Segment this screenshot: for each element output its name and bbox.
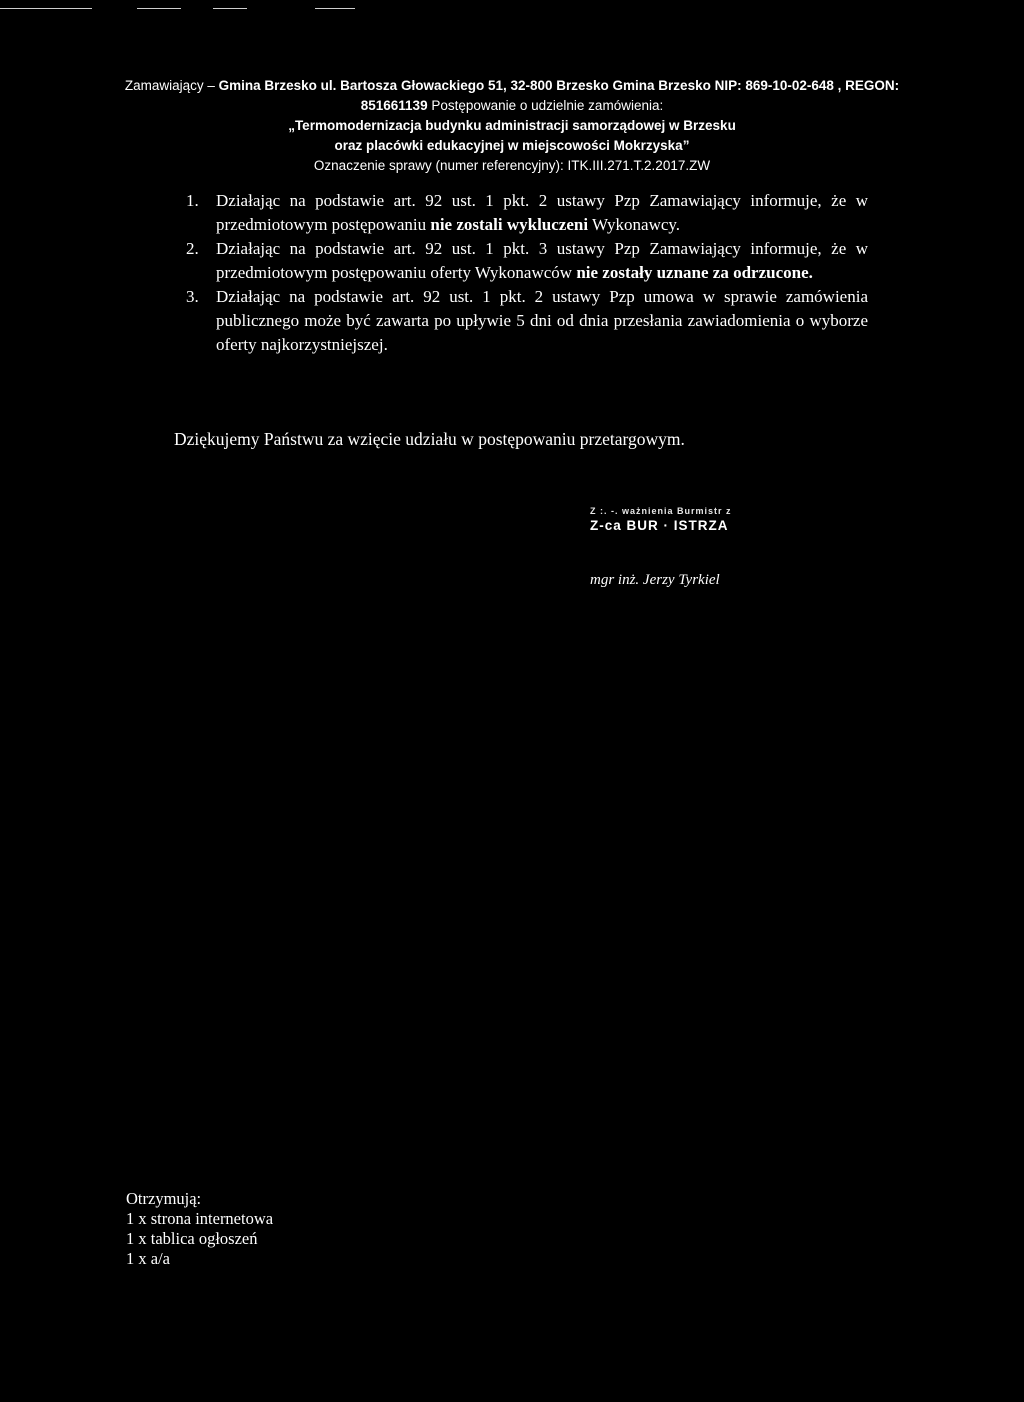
notice-item: 1. Działając na podstawie art. 92 ust. 1 pkt. 2 ustawy Pzp Zamawiający informuje, że w przedmiotowym postępowaniu nie zostali wykluczeni Wykonawcy. <box>186 191 868 234</box>
stamp-line-2: Z-ca BUR · ISTRZA <box>590 518 729 533</box>
signer-name: mgr inż. Jerzy Tyrkiel <box>590 572 720 588</box>
notice-item-number: 2. <box>186 239 199 258</box>
list-item: 1 x a/a <box>126 1249 170 1268</box>
notice-list <box>186 189 868 357</box>
header-reference-number: Oznaczenie sprawy (numer referencyjny): ITK.III.271.T.2.2017.ZW <box>313 158 711 173</box>
header-project-title: „Termomodernizacja budynku administracji samorządowej w Brzesku <box>288 118 736 133</box>
thanks-message: Dziękujemy Państwu za wzięcie udziału w postępowaniu przetargowym. <box>174 429 685 449</box>
header-line-2: 851661139 Postępowanie o udzielnie zamówienia: <box>360 98 664 113</box>
stamp-line-1: Z :. -. ważnienia Burmistr z <box>590 506 732 516</box>
notice-item: 2. Działając na podstawie art. 92 ust. 1 pkt. 3 ustawy Pzp Zamawiający informuje, że w przedmiotowym postępowaniu oferty Wykonawców nie zostały uznane za odrzucone. <box>186 239 868 282</box>
list-item: 1 x strona internetowa <box>126 1209 274 1228</box>
recipients-list <box>126 1209 273 1269</box>
header-project-subtitle: oraz placówki edukacyjnej w miejscowości Mokrzyska” <box>334 138 690 153</box>
header-line-1: Zamawiający – Gmina Brzesko ul. Bartosza Głowackiego 51, 32-800 Brzesko Gmina Brzesko NIP: 869-10-02-648 , REGON: <box>124 78 900 93</box>
recipients-block <box>126 1189 273 1269</box>
notice-item-number: 1. <box>186 191 199 210</box>
notice-item-number: 3. <box>186 287 199 306</box>
list-item: 1 x tablica ogłoszeń <box>126 1229 258 1248</box>
recipients-title: Otrzymują: <box>126 1189 202 1208</box>
document-header <box>60 76 964 176</box>
top-scan-rules <box>0 8 1024 10</box>
notice-item: 3. Działając na podstawie art. 92 ust. 1 pkt. 2 ustawy Pzp umowa w sprawie zamówienia publicznego może być zawarta po upływie 5 dni od dnia przesłania zawiadomienia o wyborze oferty najkorzystniejszej. <box>186 287 868 354</box>
signature-block <box>590 505 770 589</box>
